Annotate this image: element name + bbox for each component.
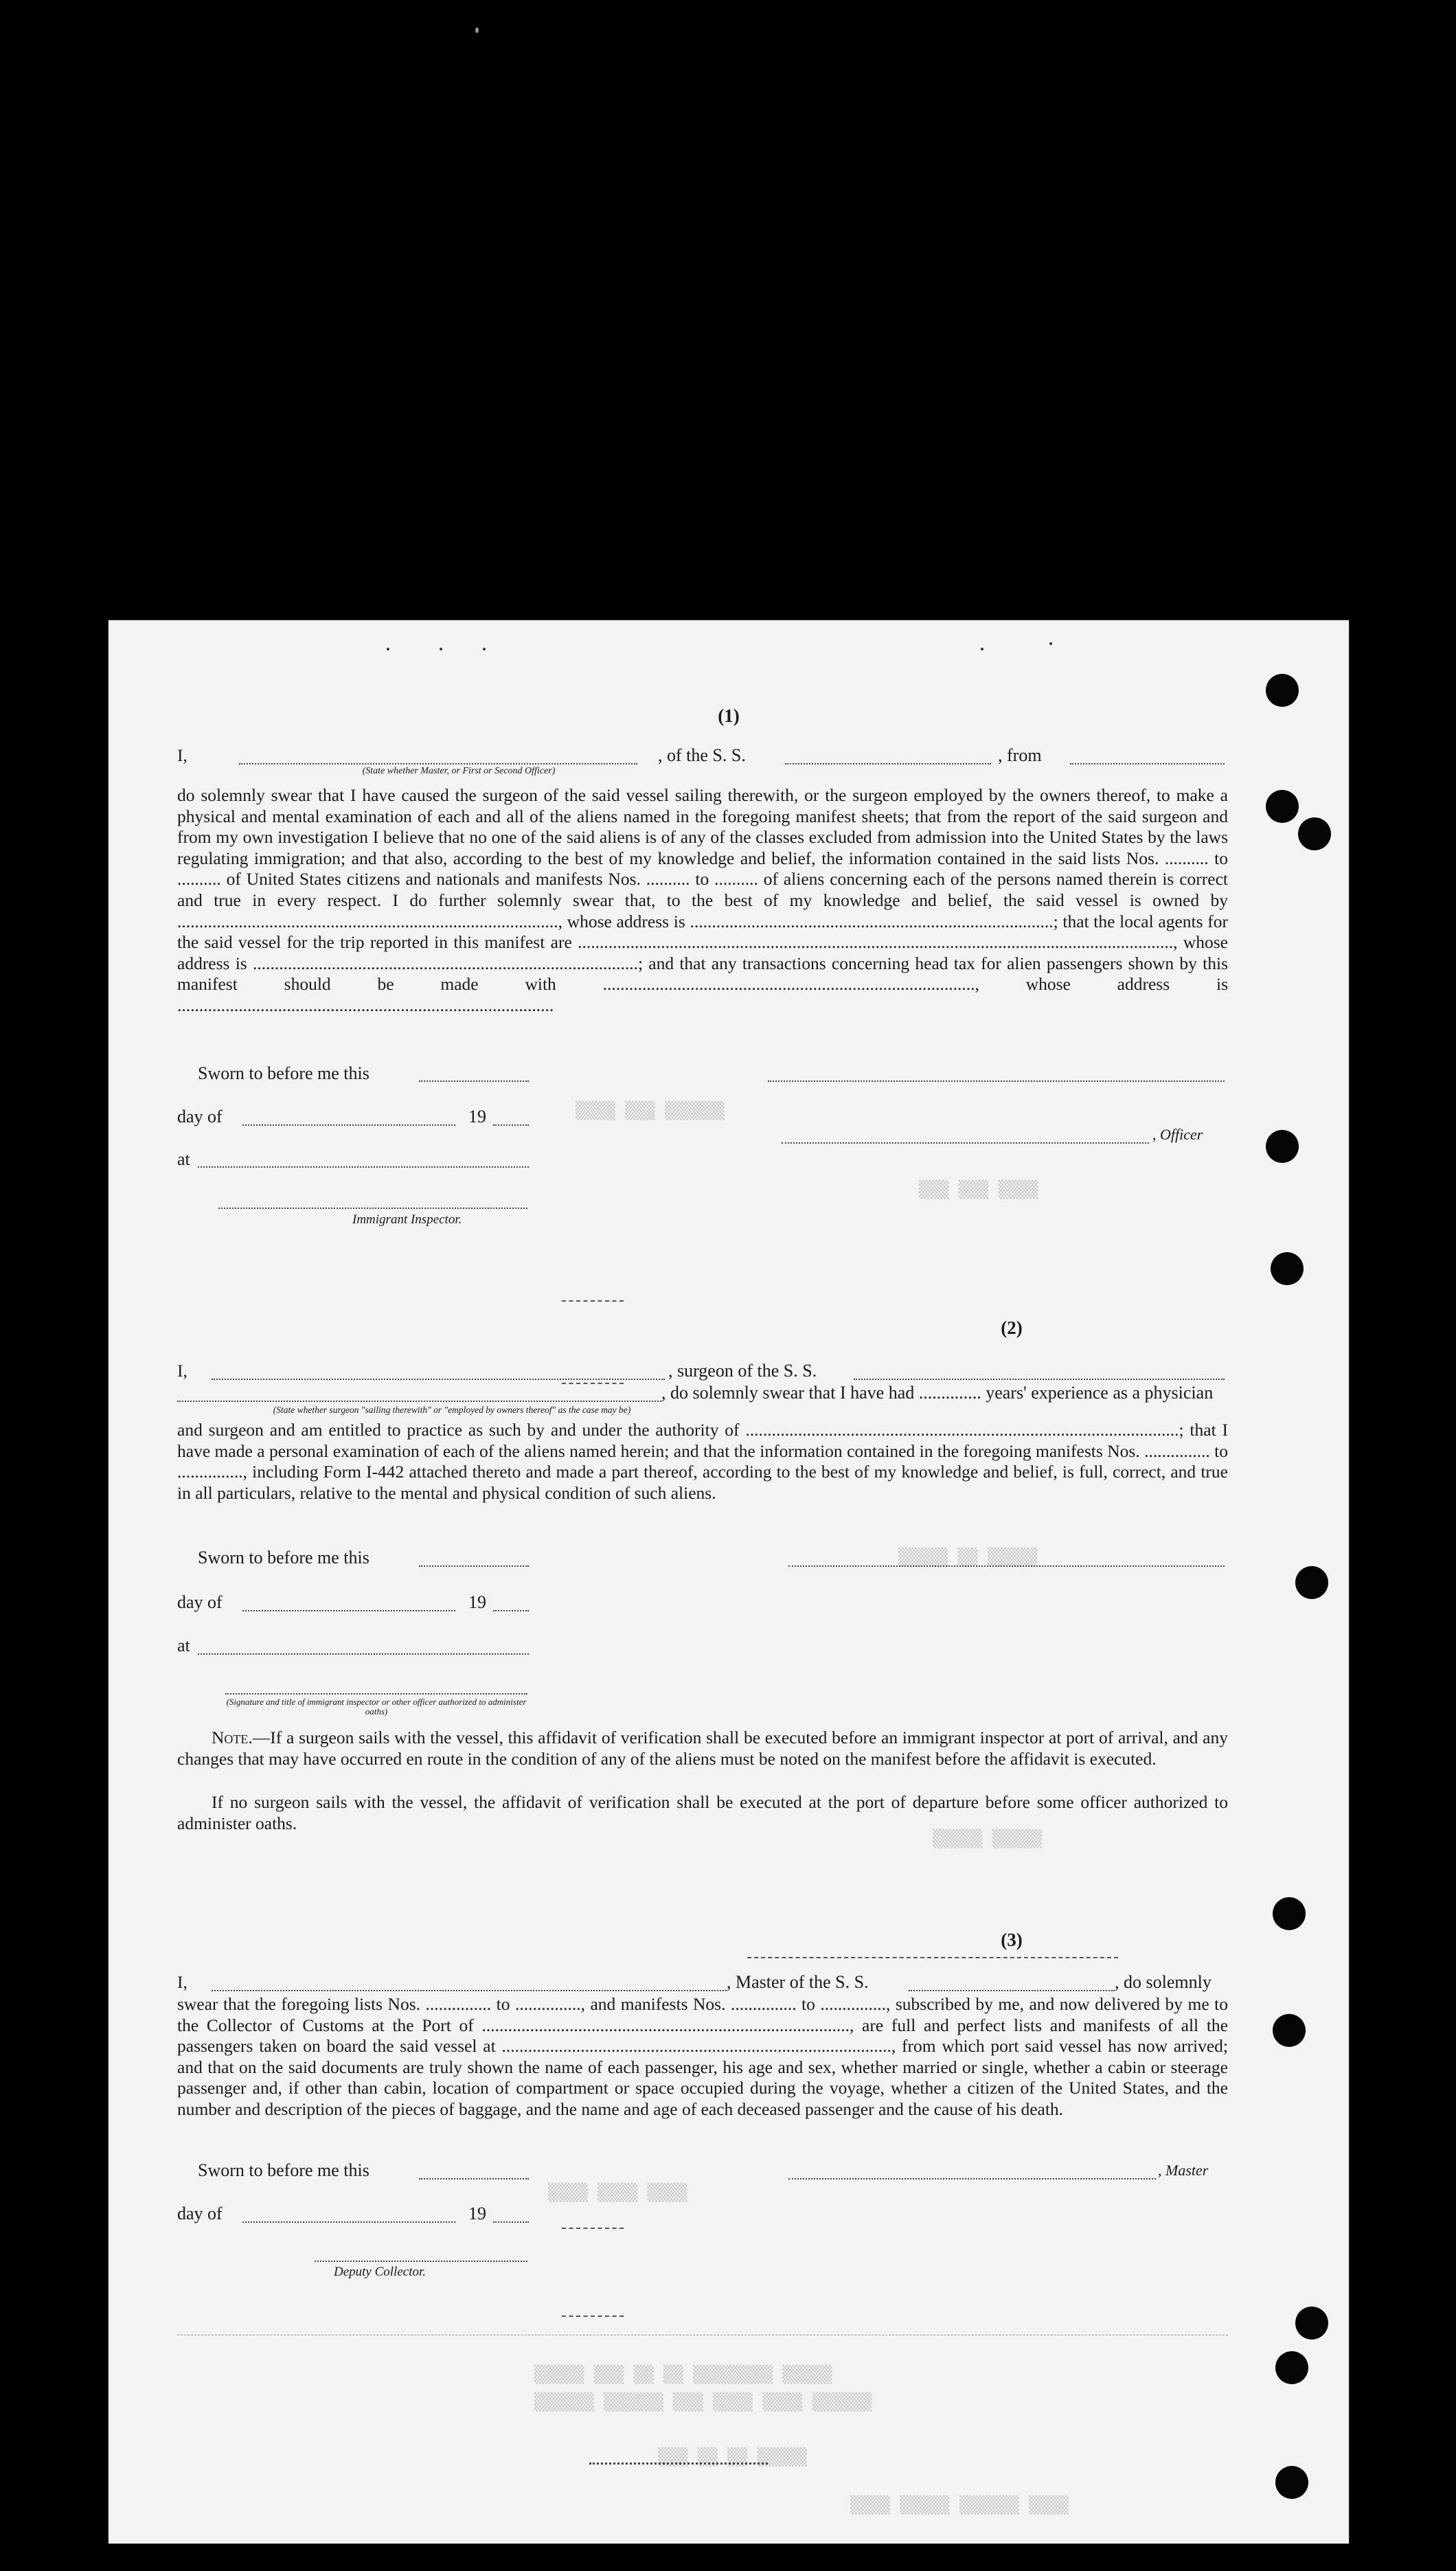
blank-day: [242, 1124, 455, 1126]
blank-master-name-2: [212, 1990, 727, 1991]
blank-year: [493, 1124, 529, 1126]
blank-master-name: [239, 763, 637, 764]
section-2-year-prefix: 19: [468, 1592, 486, 1612]
blank-master-day: [242, 2221, 455, 2223]
section-3-oath-text: swear that the foregoing lists Nos. ............... to ..............., and manifests Nos. ............... to ..............., subscribed by me, and now delivered by me to the Collector of Customs at the Port of ...................................................................................., are full and perfect lists and manifests of all the passengers taken on board the said vessel at ........................................................................................., from which port said vessel has now arrived; and that on the said documents are truly shown the name of each passenger, his age and sex, whether married or single, whether a cabin or steerage passenger and, if other than cabin, location of compartment or space occupied during the voyage, whether a citizen of the United States, and the number and description of the pieces of baggage, and the name and age of each deceased passenger and the cause of his death.: [177, 1994, 1228, 2119]
section-1-day-label: day of: [177, 1107, 223, 1126]
blank-inspector-signature: [218, 1208, 527, 1209]
section-1-at-label: at: [177, 1149, 190, 1169]
section-1-sworn-label: Sworn to before me this: [198, 1063, 369, 1083]
blank-surgeon-name: [212, 1379, 665, 1380]
section-2-signature-caption: (Signature and title of immigrant inspector or other officer authorized to administer oaths): [226, 1697, 527, 1717]
section-1-year-prefix: 19: [468, 1107, 486, 1126]
punch-hole: [1266, 1130, 1299, 1163]
blank-master-signature: [788, 2178, 1156, 2179]
section-1-pronoun: I,: [177, 745, 187, 765]
section-1-number: (1): [718, 705, 740, 726]
blank-officer-signature: [782, 1142, 1149, 1144]
ink-speck: [483, 648, 486, 650]
stamp-underline: [747, 1957, 1118, 1958]
blank-place: [198, 1166, 529, 1168]
film-mark: [475, 27, 479, 33]
section-3-solemnly-label: , do solemnly: [1115, 1972, 1212, 1992]
section-3-year-prefix: 19: [468, 2204, 486, 2223]
stamp-underline: [562, 2315, 624, 2317]
blank-surgeon-status: [177, 1401, 661, 1402]
punch-hole: [1275, 2351, 1308, 2384]
blank-departure-port: [1070, 763, 1225, 764]
punch-hole: [1271, 1252, 1304, 1285]
section-2-experience-line: , do solemnly swear that I have had .............. years' experience as a physician: [661, 1383, 1214, 1403]
blank-authorizing-officer: [225, 1693, 527, 1695]
stamp-underline: [562, 1300, 624, 1302]
blank-master-sworn-date: [419, 2178, 529, 2179]
stamp-underline: [562, 1383, 624, 1384]
manifest-affidavit-page: ▒▒▒▒ ▒▒▒ ▒▒▒▒▒▒ ▒▒▒ ▒▒▒ ▒▒▒▒ ▒▒▒▒▒ ▒▒ ▒▒▒▒▒ ▒▒▒▒▒ ▒▒▒▒▒ ▒▒▒▒ ▒▒▒▒ ▒▒▒▒ ▒▒▒▒▒ ▒▒▒ ▒▒ ▒▒ ▒▒▒▒▒▒▒▒ ▒▒▒▒▒ ▒▒▒▒▒▒ ▒▒▒▒▒▒ ▒▒▒ ▒▒▒▒ ▒▒▒▒ ▒▒▒▒▒▒ ▒▒▒ ▒▒ ▒▒ ▒▒▒▒▒ ▒▒▒▒ ▒▒▒▒▒ ▒▒▒▒▒▒ ▒▒▒▒ (1) I, , of the S. S. , from (State whether Master, or First or Second Officer) do solemnly swear that I have caused the surgeon of the said vessel sailing therewith, or the surgeon employed by the owners thereof, to make a physical and mental examination of each and all of the aliens named in the foregoing manifest sheets; that from the report of the said surgeon and from my own investigation I believe that no one of the said aliens is of any of the classes excluded from admission into the United States by the laws regulating immigration; and that also, according to the best of my knowledge and belief, the information contained in the said lists Nos. .......... to .......... of United States citizens and nationals and manifests Nos. .......... to .......... of aliens concerning each of the persons named therein is correct and true in every respect. I do further solemnly swear that, to the best of my knowledge and belief, the said vessel is owned by ......................................................................................., whose address is ...................................................................................; that the local agents for the said vessel for the trip reported in this manifest are ........................................................................................................................................, whose address is ........................................................................................; and that any transactions concerning head tax for alien passengers shown by this manifest should be made with ....................................................................................., whose address is ...................................................................................... Sworn to before me this day of 19 , Officer at Immigrant Inspector. (2) I, , surgeon of the S. S. , do solemnly swear that I have had .............. years' experience as a physician (State whether surgeon "sailing therewith" or "employed by owners thereof" as the case may be) and surgeon and am entitled to practice as such by and under the authority of ...................................................................................................; that I have made a personal examination of each of the aliens named herein; and that the information contained in the foregoing manifests Nos. ............... to ..............., including Form I-442 attached thereto and made a part thereof, according to the best of my knowledge and belief, is full, correct, and true in all particulars, relative to the mental and physical condition of such aliens. Sworn to before me this day of 19 at (Signature and title of immigrant inspector or other officer authorized to administer oaths) Note.—If a surgeon sails with the vessel, this affidavit of verification shall be executed before an immigrant inspector at port of arrival, and any changes that may have occurred en route in the condition of any of the aliens must be noted on the manifest before the affidavit is executed. If no surgeon sails with the vessel, the affidavit of verification shall be executed at the port of departure before some officer authorized to administer oaths. (3) I, , Master of the S. S. , do solemnly swear that the foregoing lists Nos. ............... to ..............., and manifests Nos. ............... to ..............., subscribed by me, and now delivered by me to the Collector of Customs at the Port of ...................................................................................., are full and perfect lists and manifests of all the passengers taken on board the said vessel at ........................................................................................., from which port said vessel has now arrived; and that on the said documents are truly shown the name of each passenger, his age and sex, whether married or single, whether a cabin or steerage passenger and, if other than cabin, location of compartment or space occupied during the voyage, whether a citizen of the United States, and the number and description of the pieces of baggage, and the name and age of each deceased passenger and the cause of his death. Sworn to before me this , Master day of 19 Deputy Collector.: [109, 620, 1349, 2544]
section-1-from-label: , from: [998, 745, 1042, 765]
section-3-day-label: day of: [177, 2204, 223, 2223]
blank-sworn-date: [419, 1080, 529, 1082]
blank-surgeon-sworn-date: [419, 1565, 529, 1567]
punch-hole: [1298, 817, 1331, 850]
blank-surgeon-vessel: [854, 1379, 1225, 1380]
blank-officer-name: [768, 1080, 1225, 1082]
section-2-surgeon-caption: (State whether surgeon "sailing therewith" or "employed by owners thereof" as the case may be): [273, 1405, 631, 1415]
punch-hole: [1273, 2014, 1306, 2047]
section-3-number: (3): [1001, 1929, 1023, 1950]
section-2-surgeon-label: , surgeon of the S. S.: [668, 1361, 817, 1381]
bottom-dotted-mark: [589, 2462, 768, 2465]
section-1-officer-caption: (State whether Master, or First or Second Officer): [362, 766, 556, 776]
section-2-oath-text: and surgeon and am entitled to practice as such by and under the authority of ...................................................................................................; that I have made a personal examination of each of the aliens named herein; and that the information contained in the foregoing manifests Nos. ............... to ..............., including Form I-442 attached thereto and made a part thereof, according to the best of my knowledge and belief, is full, correct, and true in all particulars, relative to the mental and physical condition of such aliens.: [177, 1420, 1228, 1503]
blank-master-vessel: [909, 1990, 1115, 1991]
section-3-sworn-label: Sworn to before me this: [198, 2160, 369, 2180]
punch-hole: [1273, 1897, 1306, 1930]
note-label: Note.: [212, 1728, 253, 1747]
deputy-collector-title: Deputy Collector.: [334, 2265, 426, 2279]
blank-master-year: [493, 2221, 529, 2223]
blank-surgeon-day: [242, 1610, 455, 1611]
section-2-day-label: day of: [177, 1592, 223, 1612]
master-title: , Master: [1158, 2162, 1209, 2179]
ink-speck: [981, 648, 983, 650]
ink-speck: [440, 648, 442, 650]
note-text-surgeon-sails: —If a surgeon sails with the vessel, this affidavit of verification shall be executed before an immigrant inspector at port of arrival, and any changes that may have occurred en route in the condition of any of the aliens must be noted on the manifest before the affidavit is executed.: [177, 1728, 1228, 1769]
section-3-master-label: , Master of the S. S.: [727, 1972, 869, 1992]
section-2-pronoun: I,: [177, 1361, 187, 1381]
punch-hole: [1266, 790, 1299, 823]
section-2-note: [177, 1728, 1228, 1769]
section-2-number: (2): [1001, 1317, 1023, 1338]
blank-surgeon-year: [493, 1610, 529, 1611]
section-1-oath-text: do solemnly swear that I have caused the surgeon of the said vessel sailing therewith, or the surgeon employed by the owners thereof, to make a physical and mental examination of each and all of the aliens named in the foregoing manifest sheets; that from the report of the said surgeon and from my own investigation I believe that no one of the said aliens is of any of the classes excluded from admission into the United States by the laws regulating immigration; and that also, according to the best of my knowledge and belief, the information contained in the said lists Nos. .......... to .......... of United States citizens and nationals and manifests Nos. .......... to .......... of aliens concerning each of the persons named therein is correct and true in every respect. I do further solemnly swear that, to the best of my knowledge and belief, the said vessel is owned by ......................................................................................., whose address is ...................................................................................; that the local agents for the said vessel for the trip reported in this manifest are ........................................................................................................................................, whose address is ........................................................................................; and that any transactions concerning head tax for alien passengers shown by this manifest should be made with ....................................................................................., whose address is ......................................................................................: [177, 785, 1228, 1015]
section-3-pronoun: I,: [177, 1972, 187, 1992]
officer-title: , Officer: [1152, 1126, 1203, 1143]
section-2-note-continued: If no surgeon sails with the vessel, the affidavit of verification shall be executed at the port of departure before some officer authorized to administer oaths.: [177, 1792, 1228, 1833]
blank-vessel-name: [785, 763, 991, 764]
ink-speck: [1049, 642, 1052, 645]
punch-hole: [1266, 674, 1299, 707]
punch-hole: [1295, 2307, 1328, 2340]
section-1-vessel-label: , of the S. S.: [658, 745, 746, 765]
section-2-sworn-label: Sworn to before me this: [198, 1548, 369, 1567]
punch-hole: [1295, 1566, 1328, 1599]
ink-speck: [387, 648, 389, 650]
blank-surgeon-signature: [788, 1565, 1225, 1567]
blank-collector-signature: [315, 2261, 527, 2262]
punch-hole: [1275, 2466, 1308, 2499]
blank-surgeon-place: [198, 1653, 529, 1655]
stamp-underline: [562, 2228, 624, 2229]
section-2-at-label: at: [177, 1635, 190, 1655]
immigrant-inspector-title: Immigrant Inspector.: [352, 1212, 462, 1227]
